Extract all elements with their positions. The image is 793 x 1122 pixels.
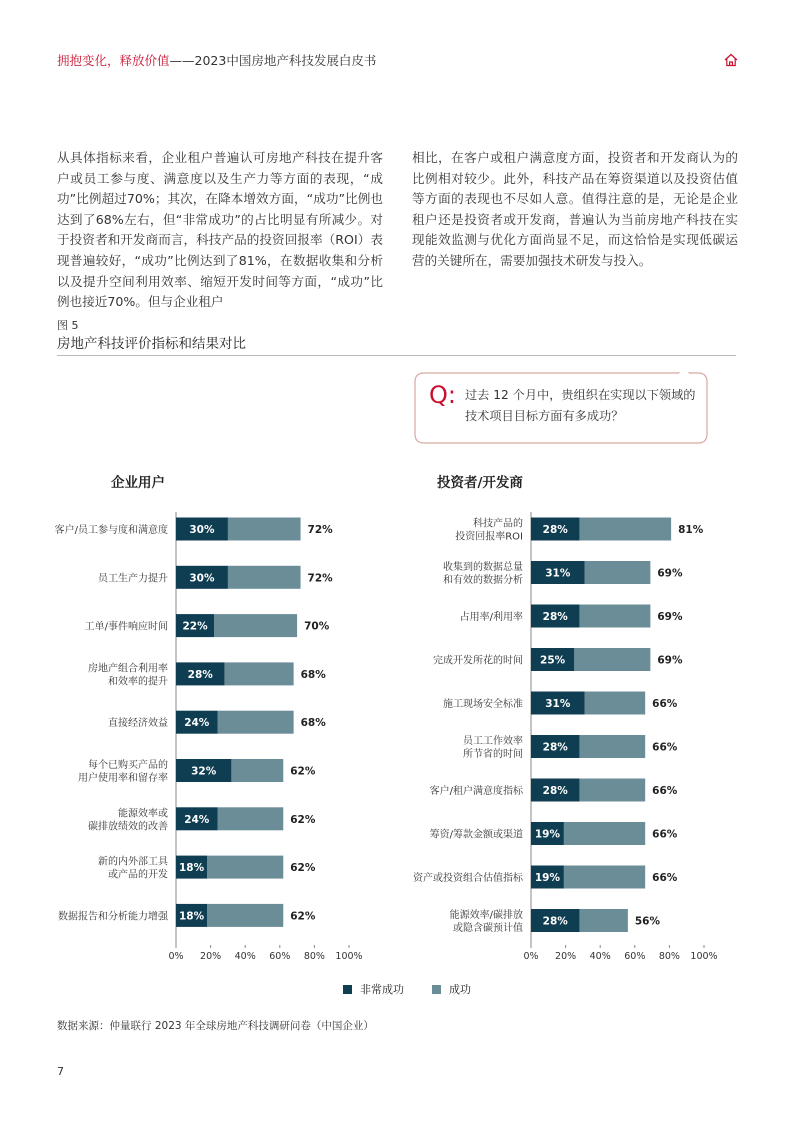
investors-category-label: 筹资/筹款金额或渠道 — [429, 829, 523, 841]
bar-charts — [0, 500, 793, 972]
tenants-label-very-successful: 22% — [182, 620, 208, 633]
legend-item-very-successful — [343, 981, 404, 997]
investors-x-tick-label: 0% — [523, 951, 539, 962]
tenants-bar-successful — [207, 904, 283, 927]
investors-category-label: 资产或投资组合估值指标 — [413, 873, 523, 884]
investors-label-very-successful: 19% — [534, 872, 561, 884]
investors-bar-successful — [585, 561, 651, 584]
investors-label-very-successful: 31% — [545, 698, 571, 710]
tenants-x-tick-label: 0% — [168, 951, 184, 962]
investors-label-total: 69% — [657, 611, 683, 623]
investors-label-total: 66% — [652, 785, 678, 797]
legend-swatch-successful — [432, 985, 441, 994]
tenants-category-label: 数据报告和分析能力增强 — [58, 911, 168, 923]
investors-category-label: 能源效率/碳排放或隐含碳预计值 — [449, 910, 523, 934]
tenants-x-tick-label: 40% — [234, 951, 256, 962]
legend-label-successful: 成功 — [449, 983, 471, 996]
chart-title-tenants: 企业用户 — [111, 475, 165, 491]
tenants-bar-successful — [228, 518, 301, 541]
tenants-category-label: 房地产组合利用率和效率的提升 — [88, 663, 168, 688]
investors-bar-successful — [579, 779, 645, 802]
investors-category-label: 员工工作效率所节省的时间 — [463, 736, 523, 760]
investors-label-total: 69% — [657, 654, 683, 667]
investors-label-very-successful: 28% — [542, 741, 568, 754]
body-paragraph-right: 相比，在客户或租户满意度方面，投资者和开发商认为的比例相对较少。此外，科技产品在筹资渠道以及投资估值等方面的表现也不尽如人意。值得注意的是，无论是企业租户还是投资者或开发商，普遍认为当前房地产科技在实现能效监测与优化方面尚显不足，而这恰恰是实现低碳运营的关键所在，需要加强技术研发与投入。 — [412, 150, 738, 268]
question-text: 过去 12 个月中，贵组织在实现以下领域的技术项目目标方面有多成功？ — [465, 388, 696, 423]
tenants-bar-successful — [231, 759, 283, 782]
tenants-label-total: 62% — [290, 862, 316, 875]
tenants-label-very-successful: 18% — [178, 862, 205, 875]
investors-bar-successful — [579, 518, 671, 541]
tenants-label-total: 62% — [290, 910, 316, 923]
investors-label-very-successful: 19% — [534, 828, 561, 841]
figure-label: 图 5 — [57, 319, 79, 332]
tenants-label-very-successful: 24% — [184, 813, 210, 826]
tenants-label-very-successful: 18% — [178, 910, 205, 923]
investors-bar-successful — [579, 735, 645, 758]
investors-label-very-successful: 28% — [542, 524, 568, 536]
investors-label-very-successful: 28% — [542, 785, 568, 797]
tenants-label-total: 72% — [307, 524, 333, 536]
data-source: 数据来源：仲量联行 2023 年全球房地产科技调研问卷（中国企业） — [57, 1020, 374, 1032]
investors-category-label: 客户/租户满意度指标 — [429, 786, 523, 797]
tenants-bar-successful — [214, 614, 297, 637]
tenants-category-label: 直接经济效益 — [108, 718, 168, 730]
tenants-bar-successful — [224, 662, 293, 685]
investors-bar-successful — [585, 692, 646, 715]
tenants-category-label: 每个已购买产品的用户使用率和留存率 — [78, 760, 168, 784]
investors-x-tick-label: 80% — [658, 951, 680, 962]
body-paragraph-left: 从具体指标来看，企业租户普遍认可房地产科技在提升客户或员工参与度、满意度以及生产力等方面的表现，“成功”比例超过70%；其次，在降本增效方面，“成功”比例也达到了68%左右，但“非常成功”的占比明显有所减少。对于投资者和开发商而言，科技产品的投资回报率（ROI）表现普遍较好，“成功”比例达到了81%，在数据收集和分析以及提升空间利用效率、缩短开发时间等方面，“成功”比例也接近70%。但与企业租户 — [57, 150, 383, 310]
tenants-label-total: 68% — [300, 668, 326, 681]
investors-bar-successful — [564, 822, 645, 845]
header-title-accent: 拥抱变化，释放价值 — [57, 53, 170, 68]
investors-x-tick-label: 40% — [589, 951, 611, 962]
legend-item-successful — [432, 981, 471, 997]
tenants-bar-successful — [218, 711, 294, 734]
investors-label-total: 56% — [634, 915, 661, 928]
figure-title: 房地产科技评价指标和结果对比 — [57, 336, 246, 352]
tenants-x-tick-label: 80% — [303, 951, 325, 962]
tenants-bar-successful — [218, 807, 284, 830]
home-icon[interactable] — [723, 52, 739, 68]
legend-label-very-successful: 非常成功 — [360, 983, 404, 996]
investors-x-tick-label: 60% — [624, 951, 646, 962]
tenants-bar-successful — [207, 856, 283, 879]
tenants-label-total: 62% — [290, 765, 316, 778]
tenants-x-tick-label: 100% — [335, 951, 363, 962]
tenants-category-label: 新的内外部工具或产品的开发 — [98, 856, 168, 881]
investors-bar-successful — [574, 648, 650, 671]
investors-category-label: 施工现场安全标准 — [443, 699, 523, 710]
tenants-category-label: 员工生产力提升 — [98, 573, 168, 585]
investors-x-tick-label: 20% — [555, 951, 577, 962]
tenants-bar-successful — [228, 566, 301, 589]
investors-category-label: 完成开发所花的时间 — [433, 655, 523, 667]
figure-divider — [57, 355, 736, 356]
header-title-rest: ——2023中国房地产科技发展白皮书 — [169, 53, 377, 68]
investors-bar-successful — [564, 866, 645, 889]
investors-bar-successful — [579, 605, 650, 628]
legend-swatch-very-successful — [343, 985, 352, 994]
chart-title-investors: 投资者/开发商 — [437, 475, 523, 491]
tenants-category-label: 客户/员工参与度和满意度 — [54, 525, 168, 536]
tenants-category-label: 能源效率或碳排放绩效的改善 — [88, 808, 168, 833]
tenants-category-label: 工单/事件响应时间 — [84, 621, 168, 633]
investors-label-very-successful: 28% — [542, 611, 568, 623]
investors-category-label: 收集到的数据总量和有效的数据分析 — [443, 562, 523, 586]
investors-label-total: 69% — [657, 567, 683, 580]
investors-label-total: 66% — [652, 741, 678, 754]
tenants-label-total: 70% — [304, 620, 330, 633]
investors-label-total: 66% — [652, 828, 678, 841]
tenants-label-very-successful: 32% — [191, 765, 217, 778]
investors-label-total: 66% — [652, 872, 678, 884]
investors-label-very-successful: 25% — [540, 654, 566, 667]
tenants-x-tick-label: 20% — [200, 951, 222, 962]
chart-legend — [343, 981, 471, 997]
investors-label-very-successful: 31% — [545, 567, 571, 580]
investors-label-total: 66% — [652, 698, 678, 710]
tenants-label-very-successful: 28% — [187, 668, 213, 681]
tenants-label-total: 62% — [290, 813, 316, 826]
investors-x-tick-label: 100% — [690, 951, 718, 962]
investors-category-label: 科技产品的投资回报率ROI — [455, 518, 523, 543]
investors-category-label: 占用率/利用率 — [459, 612, 523, 623]
tenants-label-total: 68% — [300, 717, 326, 730]
investors-bar-successful — [579, 909, 627, 932]
tenants-label-very-successful: 24% — [184, 717, 210, 730]
investors-label-total: 81% — [678, 524, 704, 536]
page-number: 7 — [57, 1065, 64, 1078]
tenants-label-very-successful: 30% — [189, 572, 215, 585]
investors-label-very-successful: 28% — [542, 915, 568, 928]
question-letter: Q: — [429, 381, 456, 409]
tenants-x-tick-label: 60% — [269, 951, 291, 962]
tenants-label-very-successful: 30% — [189, 524, 215, 536]
header-title — [57, 51, 376, 69]
tenants-label-total: 72% — [307, 572, 333, 585]
